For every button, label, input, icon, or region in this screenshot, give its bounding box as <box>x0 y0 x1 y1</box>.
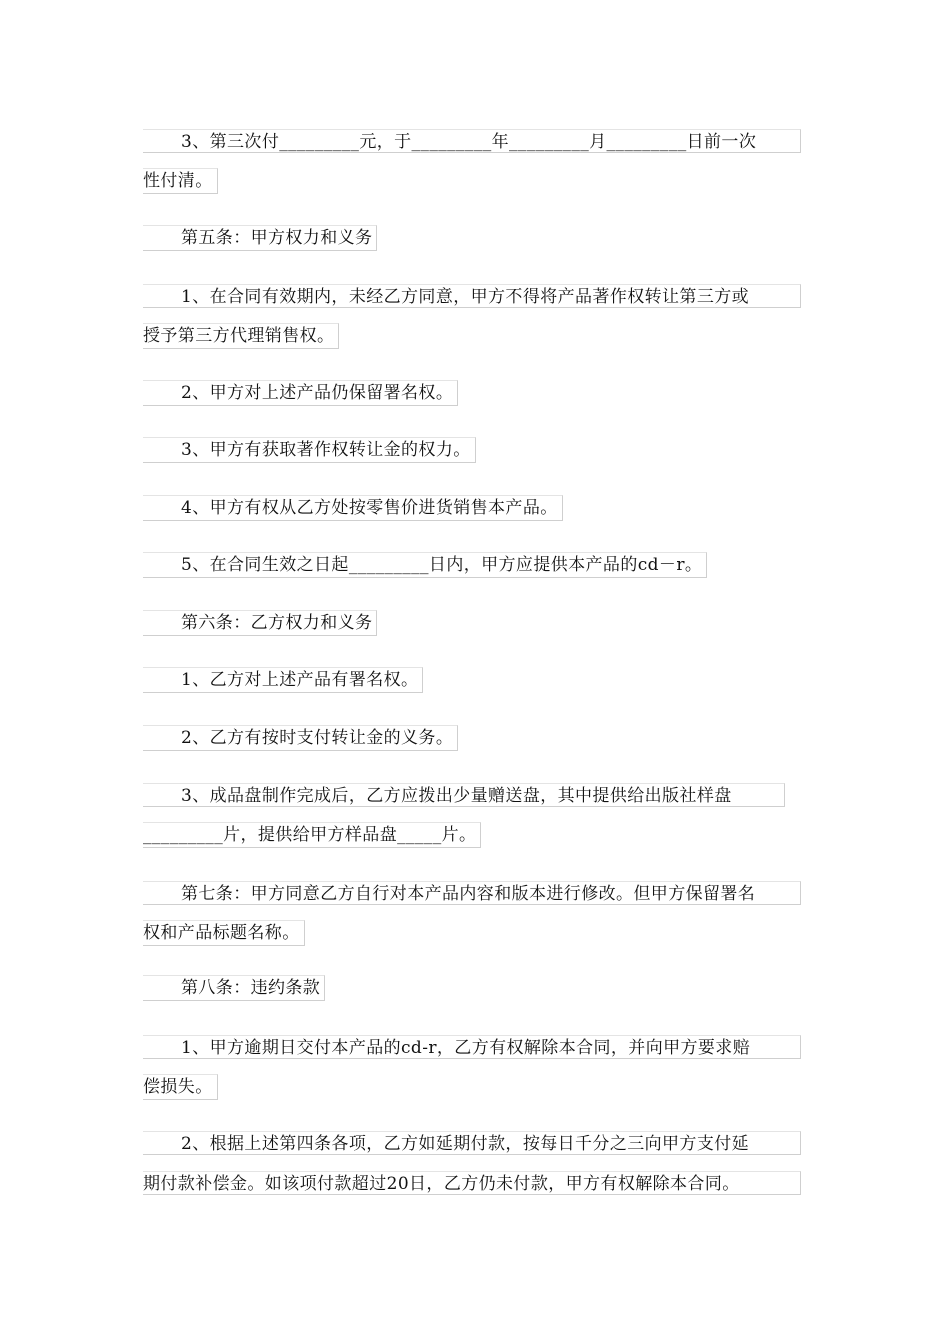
text-line: 期付款补偿金。如该项付款超过20日，乙方仍未付款，甲方有权解除本合同。 <box>143 1171 801 1195</box>
text-line: 3、甲方有获取著作权转让金的权力。 <box>143 437 476 463</box>
text-line: 4、甲方有权从乙方处按零售价进货销售本产品。 <box>143 495 563 521</box>
text-line: 偿损失。 <box>143 1074 218 1100</box>
clause-4-item-3 <box>143 121 801 201</box>
clause-6-item-3 <box>143 775 785 855</box>
clause-5-item-2 <box>143 373 458 413</box>
text-line: 5、在合同生效之日起_________日内，甲方应提供本产品的cd－r。 <box>143 552 707 578</box>
text-line: 2、根据上述第四条各项，乙方如延期付款，按每日千分之三向甲方支付延 <box>143 1131 801 1155</box>
clause-5-item-1 <box>143 276 801 356</box>
clause-7 <box>143 873 801 953</box>
text-line: 性付清。 <box>143 168 218 194</box>
text-line: 1、在合同有效期内，未经乙方同意，甲方不得将产品著作权转让第三方或 <box>143 284 801 308</box>
text-line: _________片，提供给甲方样品盘_____片。 <box>143 822 481 848</box>
clause-5-heading <box>143 218 377 258</box>
text-line: 2、乙方有按时支付转让金的义务。 <box>143 725 458 751</box>
clause-6-heading <box>143 603 377 643</box>
text-line: 1、甲方逾期日交付本产品的cd-r，乙方有权解除本合同，并向甲方要求赔 <box>143 1035 801 1059</box>
text-line: 第六条：乙方权力和义务 <box>143 610 377 636</box>
clause-6-item-2 <box>143 718 458 758</box>
clause-5-item-4 <box>143 488 563 528</box>
clause-8-heading <box>143 968 325 1008</box>
text-line: 3、成品盘制作完成后，乙方应拨出少量赠送盘，其中提供给出版社样盘 <box>143 783 785 807</box>
text-line: 授予第三方代理销售权。 <box>143 323 339 349</box>
text-line: 第八条：违约条款 <box>143 975 325 1001</box>
text-line: 2、甲方对上述产品仍保留署名权。 <box>143 380 458 406</box>
clause-5-item-3 <box>143 430 476 470</box>
clause-5-item-5 <box>143 545 707 585</box>
text-line: 1、乙方对上述产品有署名权。 <box>143 667 423 693</box>
text-line: 3、第三次付_________元，于_________年_________月_________日前一次 <box>143 129 801 153</box>
clause-8-item-2 <box>143 1123 801 1203</box>
text-line: 第七条：甲方同意乙方自行对本产品内容和版本进行修改。但甲方保留署名 <box>143 881 801 905</box>
clause-6-item-1 <box>143 660 423 700</box>
clause-8-item-1 <box>143 1027 801 1107</box>
text-line: 第五条：甲方权力和义务 <box>143 225 377 251</box>
text-line: 权和产品标题名称。 <box>143 920 305 946</box>
